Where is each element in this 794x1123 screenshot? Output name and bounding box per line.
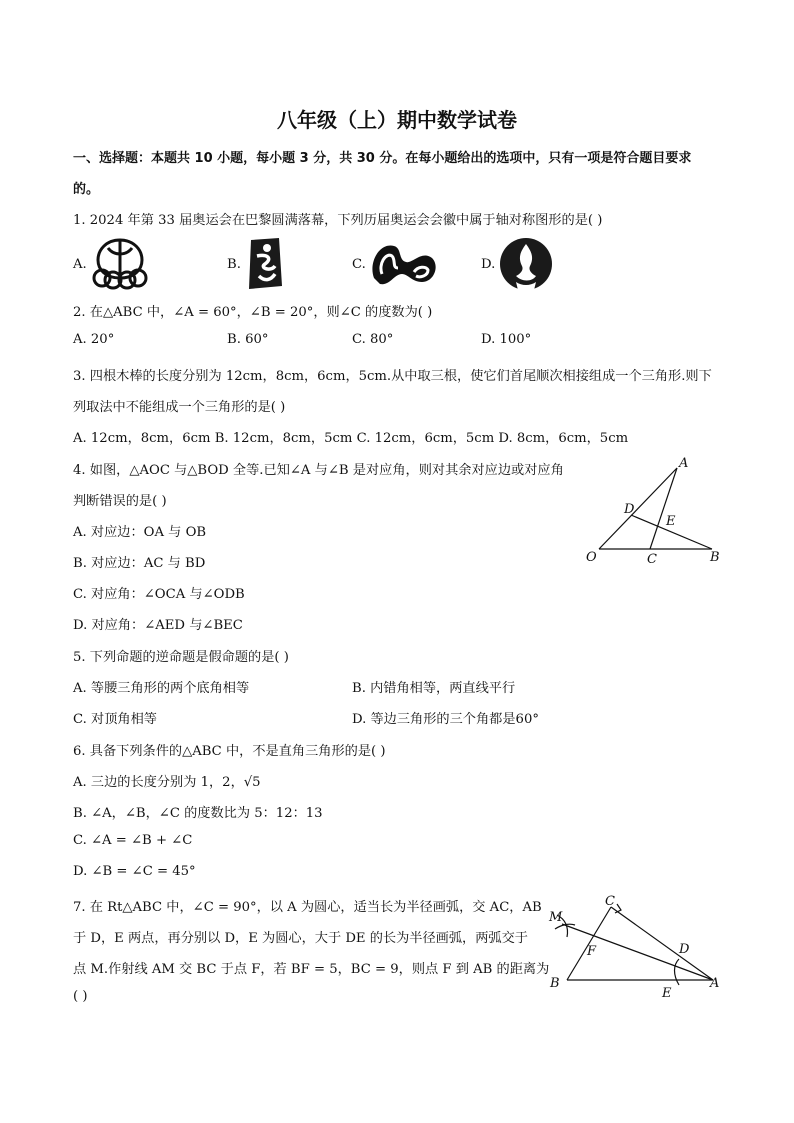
q5-option-a: A. 等腰三角形的两个底角相等 <box>73 681 250 696</box>
q7-segment-ca <box>611 907 713 980</box>
q1-option-b-label: B. <box>227 257 241 272</box>
q7-label-a: A <box>710 976 720 991</box>
q6-option-b: B. ∠A，∠B，∠C 的度数比为 5：12：13 <box>73 806 323 821</box>
q6-stem: 6. 具备下列条件的△ABC 中，不是直角三角形的是( ) <box>73 744 386 759</box>
q7-triangle-figure <box>545 893 725 998</box>
q5-option-c: C. 对顶角相等 <box>73 712 157 727</box>
q7-stem-line3: 点 M.作射线 AM 交 BC 于点 F，若 BF = 5，BC = 9，则点 F 到 AB 的距离为 <box>73 962 550 977</box>
q2-option-c: C. 80° <box>352 332 394 347</box>
q2-option-b: B. 60° <box>227 332 269 347</box>
q3-options: A. 12cm，8cm，6cm B. 12cm，8cm，5cm C. 12cm，6cm，5cm D. 8cm，6cm，5cm <box>73 431 629 446</box>
section-heading-line1: 一、选择题：本题共 10 小题，每小题 3 分，共 30 分。在每小题给出的选项中，只有一项是符合题目要求 <box>73 151 692 166</box>
olympic-logo-paris-icon <box>498 236 554 292</box>
q1-option-c-label: C. <box>352 257 366 272</box>
q3-stem-line1: 3. 四根木棒的长度分别为 12cm，8cm，6cm，5cm.从中取三根，使它们首尾顺次相接组成一个三角形.则下 <box>73 369 712 384</box>
q7-label-c: C <box>605 894 615 909</box>
q6-option-d: D. ∠B = ∠C = 45° <box>73 864 196 879</box>
q1-stem: 1. 2024 年第 33 届奥运会在巴黎圆满落幕，下列历届奥运会会徽中属于轴对称图形的是( ) <box>73 213 603 228</box>
q4-label-d: D <box>624 502 635 517</box>
olympic-logo-beijing-icon <box>245 236 285 292</box>
q5-stem: 5. 下列命题的逆命题是假命题的是( ) <box>73 650 289 665</box>
q2-option-a: A. 20° <box>73 332 115 347</box>
q4-stem-line1: 4. 如图，△AOC 与△BOD 全等.已知∠A 与∠B 是对应角，则对其余对应边或对应角 <box>73 463 564 478</box>
q4-option-b: B. 对应边：AC 与 BD <box>73 556 206 571</box>
q4-label-a: A <box>679 456 689 471</box>
q7-label-b: B <box>550 976 560 991</box>
q7-stem-line2: 于 D，E 两点，再分别以 D，E 为圆心，大于 DE 的长为半径画弧，两弧交于 <box>73 931 528 946</box>
q4-label-o: O <box>586 550 597 565</box>
q4-label-c: C <box>647 552 657 567</box>
q6-option-a: A. 三边的长度分别为 1，2，√5 <box>73 775 261 790</box>
q4-option-d: D. 对应角：∠AED 与∠BEC <box>73 618 243 633</box>
q7-label-e: E <box>662 986 672 998</box>
q4-segment-ac <box>650 468 677 549</box>
q4-option-c: C. 对应角：∠OCA 与∠ODB <box>73 587 245 602</box>
q7-label-m: M <box>549 910 563 925</box>
q7-stem-line4: ( ) <box>73 989 88 1004</box>
q2-option-d: D. 100° <box>481 332 532 347</box>
section-heading-line2: 的。 <box>73 182 100 197</box>
q5-option-d: D. 等边三角形的三个角都是60° <box>352 712 539 727</box>
q4-label-e: E <box>666 514 676 529</box>
q4-label-b: B <box>710 550 720 565</box>
q7-arc-de <box>675 959 680 985</box>
q4-option-a: A. 对应边：OA 与 OB <box>73 525 207 540</box>
q3-stem-line2: 列取法中不能组成一个三角形的是( ) <box>73 400 286 415</box>
q7-stem-line1: 7. 在 Rt△ABC 中，∠C = 90°，以 A 为圆心，适当长为半径画弧，交 AC，AB <box>73 900 542 915</box>
q6-option-c: C. ∠A = ∠B + ∠C <box>73 833 193 848</box>
q4-segment-oa <box>599 468 677 549</box>
olympic-logo-rio-icon <box>368 238 440 288</box>
q2-stem: 2. 在△ABC 中，∠A = 60°，∠B = 20°，则∠C 的度数为( ) <box>73 305 433 320</box>
q4-stem-line2: 判断错误的是( ) <box>73 494 167 509</box>
q1-option-a-label: A. <box>73 257 87 272</box>
q7-label-f: F <box>587 944 597 959</box>
page-title: 八年级（上）期中数学试卷 <box>277 108 517 132</box>
q4-triangle-figure <box>582 455 732 570</box>
q5-option-b: B. 内错角相等，两直线平行 <box>352 681 516 696</box>
q1-option-d-label: D. <box>481 257 496 272</box>
q7-label-d: D <box>679 942 690 957</box>
q7-ray-am <box>562 924 713 980</box>
q7-right-angle-mark <box>615 904 621 913</box>
olympic-logo-montreal-icon <box>88 236 152 290</box>
